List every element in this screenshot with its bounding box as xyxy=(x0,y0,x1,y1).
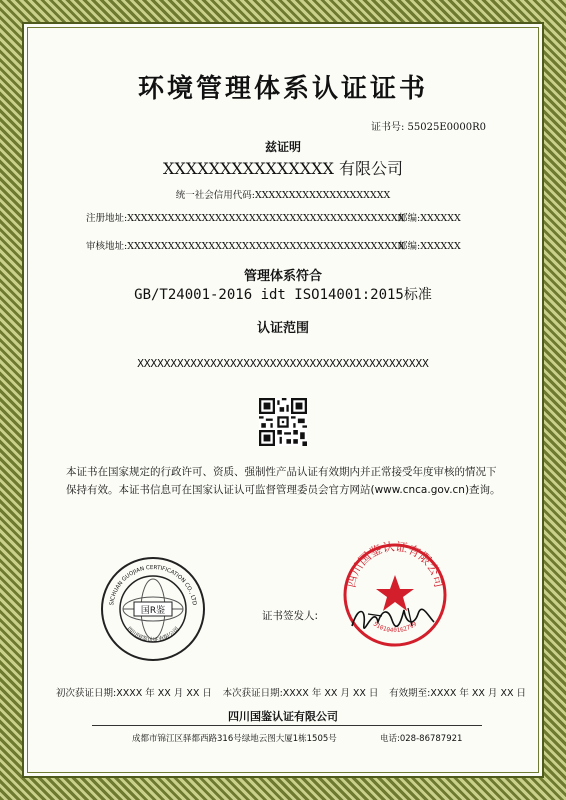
valid-until-date: 有效期至:XXXX 年 XX 月 XX 日 xyxy=(389,688,526,699)
logo-center-text: 国R鉴 xyxy=(140,606,166,616)
certificate-number: 证书号: 55025E0000R0 xyxy=(370,122,486,133)
this-issue-date: 本次获证日期:XXXX 年 XX 月 XX 日 xyxy=(222,688,379,699)
validity-note: 本证书在国家规定的行政许可、资质、强制性产品认证有效期内并正常接受年度审核的情况下保持有效。本证书信息可在国家认证认可监督管理委员会官方网站(www.cnca.gov.cn)查询。 xyxy=(66,466,501,496)
seal-ring-text: 四川国鉴认证有限公司 xyxy=(343,540,447,589)
audit-postcode: 邮编:XXXXXX xyxy=(398,241,461,252)
issuer-name: 四川国鉴认证有限公司 xyxy=(228,710,338,723)
certify-label: 兹证明 xyxy=(264,140,301,154)
svg-text:四川国鉴认证有限公司 xyxy=(125,625,181,644)
registered-postcode: 邮编:XXXXXX xyxy=(398,213,461,224)
scope-title: 认证范围 xyxy=(256,321,309,336)
audit-address: 审核地址:XXXXXXXXXXXXXXXXXXXXXXXXXXXXXXXXXXXXXXXXX xyxy=(86,241,405,252)
logo-ring-text: SICHUAN GUOJIAN CERTIFICATION CO., LTD xyxy=(109,564,197,606)
signer-label: 证书签发人: xyxy=(262,610,319,622)
conformity-statement: 管理体系符合 xyxy=(243,269,322,284)
logo-bottom-text: 四川国鉴认证有限公司 xyxy=(125,625,181,644)
standard-text: GB/T24001-2016 idt ISO14001:2015标准 xyxy=(134,287,432,303)
registered-address: 注册地址:XXXXXXXXXXXXXXXXXXXXXXXXXXXXXXXXXXXXXXXXX xyxy=(86,213,405,224)
issuer-phone: 电话:028-86787921 xyxy=(380,734,463,744)
seal-code: 5101040162799 xyxy=(371,620,419,635)
scope-text: XXXXXXXXXXXXXXXXXXXXXXXXXXXXXXXXXXXXXXXXXXXX xyxy=(137,357,429,370)
footer-divider xyxy=(92,725,482,726)
first-issue-date: 初次获证日期:XXXX 年 XX 月 XX 日 xyxy=(56,688,212,699)
company-name: XXXXXXXXXXXXXXX 有限公司 xyxy=(163,159,403,178)
svg-text:SICHUAN GUOJIAN CERTIFICATION xyxy=(109,565,197,606)
handwritten-signature xyxy=(348,596,438,636)
qr-code-icon[interactable] xyxy=(259,398,307,446)
credit-code: 统一社会信用代码:XXXXXXXXXXXXXXXXXXXX xyxy=(175,190,391,201)
issue-dates xyxy=(56,685,526,699)
certificate-title: 环境管理体系认证证书 xyxy=(137,74,428,104)
company-logo xyxy=(100,556,206,662)
issuer-address: 成都市锦江区驿都西路316号绿地云图大厦1栋1505号 xyxy=(132,734,337,744)
